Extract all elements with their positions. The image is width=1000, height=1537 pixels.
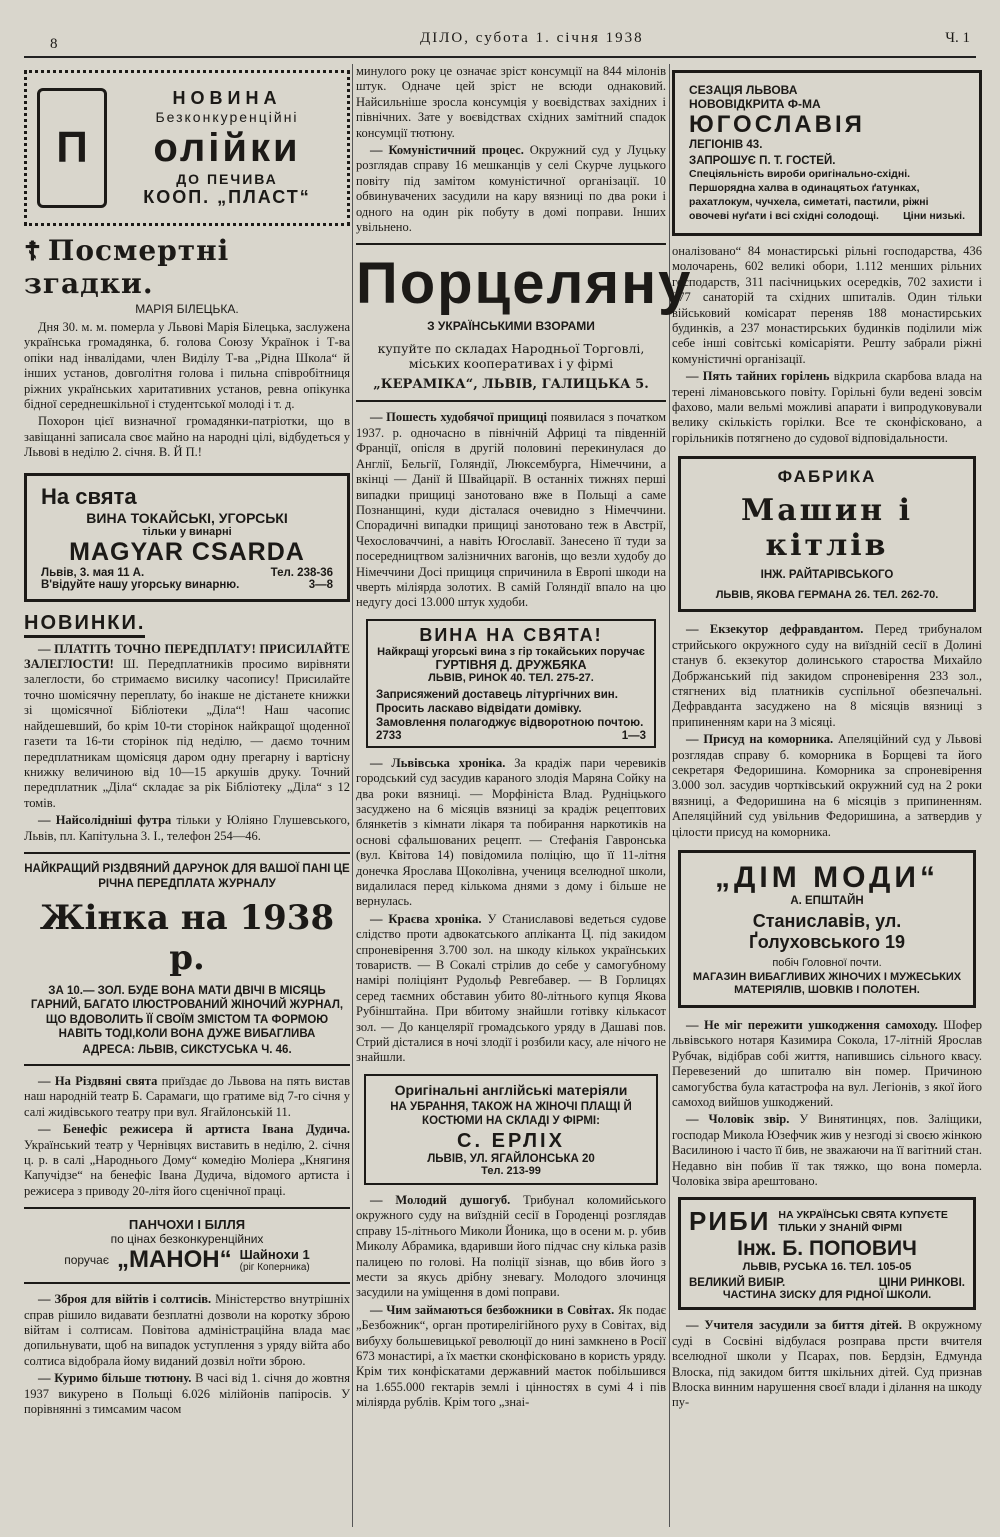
ad-line: побіч Головної почти. <box>772 956 882 969</box>
divider <box>24 1282 350 1284</box>
news-item: — Чим займаються безбожники в Совітах. Як подає „Безбожник“, орган протирелігійного руху в Совітах, від вибуху большевицької революції до нині замкнено в Росії 673 монастирі, а їх маєтки сконфісковано в користь уряду. Крім тих конфіскатами державний маєток побільшився на 1.655.000 гектарів землі і цінностях в сумі 4 і пів міліярда рублів. Крім того „знаі- <box>356 1302 667 1410</box>
ad-headline: Жінка на 1938 р. <box>39 897 335 978</box>
news-item: — Найсолідніші футра тільки у Юліяно Глушевського, Львів, пл. Капітульна 3. І., телефон 254—46. <box>24 813 350 843</box>
ad-headline: Машин і кітлів <box>741 493 913 564</box>
ad-line: Безконкуренційні <box>155 109 299 125</box>
column-1 <box>24 64 350 1419</box>
ad-address: ЛЬВІВ, РУСЬКА 16. ТЕЛ. 105-05 <box>742 1261 912 1274</box>
section-title-novynky: НОВИНКИ. <box>24 612 145 638</box>
news-item: — Пошесть худобячої прищиці появилася з початком 1937. р. одночасно в північній Африці та південній Франції, опісля в другій половині перекинулася до Англії, Бельгії, Голяндії, Люксембурга, Німеччини, а вкінці — Данії й Швайцарії. В останніх тижнях перші випадки прищиці занотовано вже в Польщі а саме Познанщині, куди дісталася очевидно з Німеччини. Спорадичні випадки прищиці занотовано теж в Австрії, Чехословаччині, а навіть Югославії. Занесено її туди за посередництвом залізничних вагонів, що везли худобу до Німеччини Досі прищиця спричинила в Европі шкоди на чверть міліярда золотих. В самій Голяндії впало на цю недугу досі 13.000 штук худоби. <box>356 410 667 610</box>
ad-address: Станиславів, ул. Ґолуховського 19 <box>748 910 906 952</box>
ad-line: ПАНЧОХИ І БІЛЛЯ <box>128 1217 246 1233</box>
ad-address: ЛЬВІВ, УЛ. ЯГАЙЛОНСЬКА 20 <box>427 1152 595 1165</box>
ad-phone: Тел. 213-99 <box>481 1164 541 1177</box>
news-item: — ПЛАТІТЬ ТОЧНО ПЕРЕДПЛАТУ! ПРИСИЛАЙТЕ ЗАЛЕГЛОСТИ! Ш. Передплатників просимо вирівняти залеглости, бо стримаємо висилку часопису! Присилайте точно шомісячну переплату, бо інакше не дістанете книжки зі щомісячної Бібліотеки „Діла“! Наш часопис найдешевший, бо крім 10-ти сторінок найкращої щоденної газети та 16-ти сторінок під неділю, — даємо точним передплатникам щомісяця даром одну прегарну і вартісну книжку величиною від 10—15 аркушів друку. Точний передплатник „Діла“ складає за рік Бібліотеку „Діла“ з 12 томів. <box>24 641 350 810</box>
ad-line: Інж. Б. ПОПОВИЧ <box>737 1237 917 1261</box>
ad-line: ФАБРИКА <box>777 467 877 487</box>
news-item: — На Різдвяні свята приїздає до Львова на пять вистав наш народній театр Б. Сарамаги, що гратиме від 7-го січня у салі жидівського театру при вул. Ягайлонській 11. <box>24 1073 351 1119</box>
news-item: минулого року це означає зріст консумції на 844 мілонів штук. Одначе цей зріст не всюди однаковий. Найсильніше зросла консумція у воєвідствах західних і північних. Зате у воєвідствах східних замітний спадок консумції тютюну. <box>356 64 666 140</box>
news-item: — Куримо більше тютюну. В часі від 1. січня до жовтня 1937 викурено в Польщі 6.026 мілійонів папіросів. У порівнянні з тимсамим часом <box>24 1371 350 1417</box>
news-item: — Учителя засудили за биття дітей. В окружному суді в Сосвіні відбулася розправа прсти вчителя вселюдної школи у Псарах, пов. Бердзін, Едмунда Влоска, під закидом биття шкільних дітей. Суд признав Влоска винним нарушення своєї влади і ділання на шкоду пу- <box>672 1318 982 1410</box>
column-divider <box>352 64 353 1527</box>
ad-number: 2733 <box>376 729 402 742</box>
news-item: оналізовано“ 84 монастирські рільні господарства, 436 молочарень, 602 великі обори, 1.112 менших рільних господарств, 311 пасічницьких осередків, 702 захисти і 277 санаторій та східних шпиталів. Один тільки військовий комісарат переняв 188 монастирських будинків, а 237 монастирських будинків поділили між себе інші совітські комісаріяти. Решту забрали ріжні комуністичні організації. <box>672 244 982 366</box>
ad-address: АДРЕСА: ЛЬВІВ, СИКСТУСЬКА Ч. 46. <box>82 1043 292 1056</box>
obituary-text: Похорон цієї визначної громадянки-патріотки, що в завіщанні записала своє майно на народні цілі, відбудеться у Львові в неділю 2. січня. В. Й П.! <box>24 414 350 460</box>
obituary-text: Дня 30. м. м. померла у Львові Марія Білецька, заслужена українська громадянка, б. голова Союзу Українок і Т-ва опіки над інвалідами, член Виділу Т-ва „Рідна Школа“ й інших установ, довголітня голова і пильна співробітниця ріжних українських харитативних установ, ревна опікунка бідної середнешкільної і студентської молоді і т. д. <box>24 320 350 412</box>
ad-line: КООП. „ПЛАСТ“ <box>143 187 311 207</box>
column-3 <box>672 64 982 1413</box>
obituary-title: ☦ Посмертні згадки. <box>24 234 230 300</box>
ad-line: Спеціяльність вироби оригінально-східні. Першорядна халва в одинацятьох ґатунках, рахатлокум, чучхела, симетаті, пастили, ріжні овочеві нуґати і всі східні солодощі. Ціни низькі. <box>689 168 965 222</box>
ad-line: МАГАЗИН ВИБАГЛИВИХ ЖІНОЧИХ І МУЖЕСЬКИХ МАТЕРІЯЛІВ, ШОВКІВ І ПОЛОТЕН. <box>692 970 962 996</box>
divider <box>356 243 666 245</box>
ad-line: ІНЖ. РАЙТАРІВСЬКОГО <box>760 569 894 582</box>
ad-headline: ВИНА НА СВЯТА! <box>419 624 603 645</box>
ad-erlikh <box>364 1074 658 1185</box>
news-item: — Львівська хроніка. За крадіж пари черевиків городський суд засудив караного злодія Маряна Сойку на два роки вязниці. — Морфініста Влад. Рудніцького засуджено на 6 місяців вязниці за крадіж рецептових блянкетів з кімнати лікаря та побирання наркотиків на основі сфальшованих рецепт. — Стефанія Гавронська (вул. Квітова 14) повідомила поліцію, що її 11-літня донечка Ярослава Щоколівна, учениця вселюдної школи, видалилася перед кількома днями з дому і більше не вернулась. <box>356 755 667 909</box>
plast-logo-icon: П <box>37 88 107 208</box>
ad-line: ВИНА ТОКАЙСЬКІ, УГОРСЬКІ <box>86 509 288 526</box>
ad-line: Оригінальні англійські матеріяли <box>394 1081 628 1098</box>
ad-line: тільки у винарні <box>142 525 232 538</box>
column-2 <box>356 64 693 1413</box>
ad-line: З УКРАЇНСЬКИМИ ВЗОРАМИ <box>427 319 595 334</box>
ad-line: ГУРТІВНЯ Д. ДРУЖБЯКА <box>435 657 587 672</box>
ad-line: СЕЗАЦІЯ ЛЬВОВА <box>689 83 798 97</box>
ad-fabryka <box>678 456 976 612</box>
ad-headline: С. ЕРЛІХ <box>457 1129 565 1152</box>
ad-headline: РИБИ <box>689 1206 771 1237</box>
ad-magyar-csarda <box>24 473 350 602</box>
news-item: — Пять тайних горілень відкрила скарбова влада на терені лімановського повіту. Горільні були ведені зовсім фахово, мали вельмі можливі апарати і випродуковували велику скількість горілки. Все те сконфісковано, а горільників потягнено до судової відповідальности. <box>672 369 982 445</box>
ad-address: Львів, 3. мая 11 А. <box>41 566 145 579</box>
ad-number: 3—8 <box>308 578 333 591</box>
page-number: 8 <box>50 36 58 52</box>
ad-line: НА УКРАЇНСЬКІ СВЯТА КУПУЄТЕ ТІЛЬКИ У ЗНАНІЙ ФІРМІ <box>778 1208 948 1234</box>
ad-address: Шайноxи 1 <box>239 1247 310 1263</box>
ad-address: „КЕРАМІКА“, ЛЬВІВ, ГАЛИЦЬКА 5. <box>373 377 649 393</box>
ad-line: ЧАСТИНА ЗИСКУ ДЛЯ РІДНОЇ ШКОЛИ. <box>722 1289 932 1302</box>
news-item: — Екзекутор дефравдантом. Перед трибуналом стрийського окружного суду на виїздній сесії в Долині станув б. екзекутор долинського староства Михайло Добржанський під закидом спроневірення 233 зол., стягнених від платників суспільної обезпечальні. Дефравданта засуджено на 8 місяців вязниці з припиненням кари на 3 місяці. <box>672 622 982 729</box>
divider <box>24 1064 350 1066</box>
ad-line: Заприсяжений доставець літургічних вин. Просить ласкаво відвідати домівку. Замовлення полагоджує відворотною почтою. <box>376 688 644 729</box>
ad-headline: MAGYAR CSARDA <box>69 537 305 566</box>
news-item: — Бенефіс режисера й артиста Івана Дудича. Український театр у Чернівцях виставить в неділю, 2. січня ц. р. в салі „Народнього Дому“ комедію Моліера „Княгиня Капучідзе“ на бенефіс Івана Дудича, відомого артиста і режисера з приводу 20-літя його сценічної праці. <box>24 1122 350 1198</box>
news-item: — Молодий душогуб. Трибунал коломийського окружного суду на виїздній сесії в Городенці розглядав справу 15-літнього Миколи Йоника, що в осени м. р. убив Миколу Абрамика, вдаривши його підчас сну кілька разів палицею по голові. На поліції зізнав, що вбив його з мести за якусь дрібну зневагу. Молодого злочинця засудили на уміщення в домі поправи. <box>356 1192 666 1300</box>
ad-ryby <box>678 1197 976 1310</box>
cross-icon: ☦ <box>24 237 42 267</box>
masthead: ДІЛО, субота 1. січня 1938 <box>420 30 644 46</box>
ad-line: ЗАПРОШУЄ П. Т. ГОСТЕЙ. <box>689 155 836 167</box>
ad-line: На свята <box>41 483 137 509</box>
ad-line: по цінах безконкуренційних <box>110 1232 264 1247</box>
ad-line: Найкращі угорські вина з гір токайських поручає <box>377 645 645 658</box>
news-item: — Зброя для війтів і солтисів. Міністерство внутрішніх справ рішило видавати безплатні дозволи на коротку зброю війтам і солтисам. Повітова адміністраційна влада має допильнувати, щоб на випадок уступлення з уряду війта або солтиса відобрала йому виданий дозвіл ноїти зброю. <box>24 1292 350 1368</box>
divider <box>24 852 350 854</box>
ad-vyna <box>366 619 656 748</box>
ad-line: НАЙКРАЩИЙ РІЗДВЯНИЙ ДАРУНОК ДЛЯ ВАШОЇ ПАНІ ЦЕ РІЧНА ПЕРЕДПЛАТА ЖУРНАЛУ <box>24 862 350 890</box>
page-header <box>20 28 980 56</box>
ad-jugoslavija <box>672 70 982 236</box>
ad-headline: олійки <box>153 126 301 170</box>
divider <box>356 400 666 402</box>
ad-address: ЛЬВІВ, ЯКОВА ГЕРМАНА 26. ТЕЛ. 262-70. <box>715 589 939 602</box>
obituary-name: МАРІЯ БІЛЕЦЬКА. <box>135 302 239 316</box>
ad-olijky <box>24 70 350 226</box>
ad-address: ЛЕГІОНІВ 43. <box>689 139 763 151</box>
ad-number: 1—3 <box>621 729 646 742</box>
ad-line: А. ЕПШТАЙН <box>790 894 864 907</box>
ad-headline: Порцеляну <box>356 251 693 317</box>
ad-address: ЛЬВІВ, РИНОК 40. ТЕЛ. 275-27. <box>428 671 594 684</box>
header-rule <box>24 56 976 58</box>
ad-headline: „МАНОН“ <box>116 1246 232 1274</box>
ad-line: купуйте по складах Народньої Торговлі, міських кооперативах і у фірмі <box>377 341 645 372</box>
news-item: — Чоловік звір. У Винятинцях, пов. Заліщики, господар Микола Юзефчик жив у незгоді зі своєю жінкою Василиною і часто її бив, не зважаючи на її вагітний стан. Недавно він побив її так тяжко, що вона померла. Чоловіка звіра арештовано. <box>672 1112 983 1189</box>
ad-manon <box>24 1217 350 1274</box>
ad-line: НА УБРАННЯ, ТАКОЖ НА ЖІНОЧІ ПЛАЩІ Й КОСТЮМИ НА СКЛАДІ У ФІРМІ: <box>390 1100 632 1127</box>
ad-phone: Тел. 238-36 <box>270 566 333 579</box>
news-item: — Не міг пережити ушкодження самоходу. Шофер львівського нотаря Казимира Сокола, 17-літній Ярослав Рубчак, відібрав собі життя, напившись сільного квасу. Перевезений до шпиталю він помер. Причиною самогубства була катастрофа на вул. Легіонів, з якої його самоход вийшов ушкоджений. <box>672 1017 983 1109</box>
ad-line: ДО ПЕЧИВА <box>176 171 278 187</box>
issue-part: Ч. 1 <box>945 30 970 46</box>
obituary-section <box>24 234 350 461</box>
ad-porcelain <box>356 251 693 393</box>
ad-zhinka <box>24 862 350 1056</box>
ad-line: ЦІНИ РИНКОВІ. <box>878 1277 965 1290</box>
ad-dim-mody <box>678 850 976 1008</box>
news-item: — Краєва хроніка. У Станиславові ведеться судове слідство проти адвокатського апліканта Ц. під закидом спроневірення 3.700 зол. на шкоду кількох українських товариств. — В Сокалі стрілив до себе у самогубному намірі поліціянт Рудольф Ревгебавер. — В Горлицях серед таємних обставин убито 80-літнього купця Якова Рубінштайна. При вбитому знайшли готівку кількасот зол. — До канцелярії громадського уряду в Дашаві пов. Стрий дісталися в ночі злодії і розбили касу, але нічого не знайшли. <box>356 911 667 1065</box>
news-item: — Комуністичний процес. Окружний суд у Луцьку розглядав справу 16 мешканців у селі Скурче луцького повіту під замітом комуністичної організації. 10 обвинувачених засудили на кару вязниці по два роки і одного на один рік побуту в домі поправи. Інших увільнено. <box>356 143 667 235</box>
ad-line: НОВОВІДКРИТА Ф-МА <box>689 97 821 111</box>
ad-line: НОВИНА <box>172 88 282 108</box>
ad-headline: ЮГОСЛАВІЯ <box>689 111 865 138</box>
ad-line: ЗА 10.— ЗОЛ. БУДЕ ВОНА МАТИ ДВІЧІ В МІСЯЦЬ ГАРНИЙ, БАГАТО ІЛЮСТРОВАНИЙ ЖІНОЧИЙ ЖУРНАЛ, ЩО ВДОВОЛИТЬ ЇЇ СВОЇМ ЗМІСТОМ ТА ФОРМОЮ НАВІТЬ ТОДІ,КОЛИ ВОНА ДУЖЕ ВИБАГЛИВА <box>30 984 344 1041</box>
ad-headline: „ДІМ МОДИ“ <box>715 860 939 894</box>
ad-line: (ріг Коперника) <box>239 1262 310 1274</box>
ad-line: В'відуйте нашу угорську винарню. <box>41 578 240 591</box>
ad-line: ВЕЛИКИЙ ВИБІР. <box>689 1277 786 1290</box>
news-item: — Присуд на коморника. Апеляційний суд у Львові розглядав справу б. коморника в Борщеві та його секретаря Федоришина. Коморника за спроневірення 3.000 зол. засудив чортківський окружний суд на 2 роки вязниці, а Федоришина на 6 місяців з припиненням. Апеляційний суд увільнив Федоришина, а затвердив у цілости присуд на коморника. <box>672 732 982 839</box>
ad-line: поручає <box>64 1253 109 1268</box>
divider <box>24 1207 350 1209</box>
